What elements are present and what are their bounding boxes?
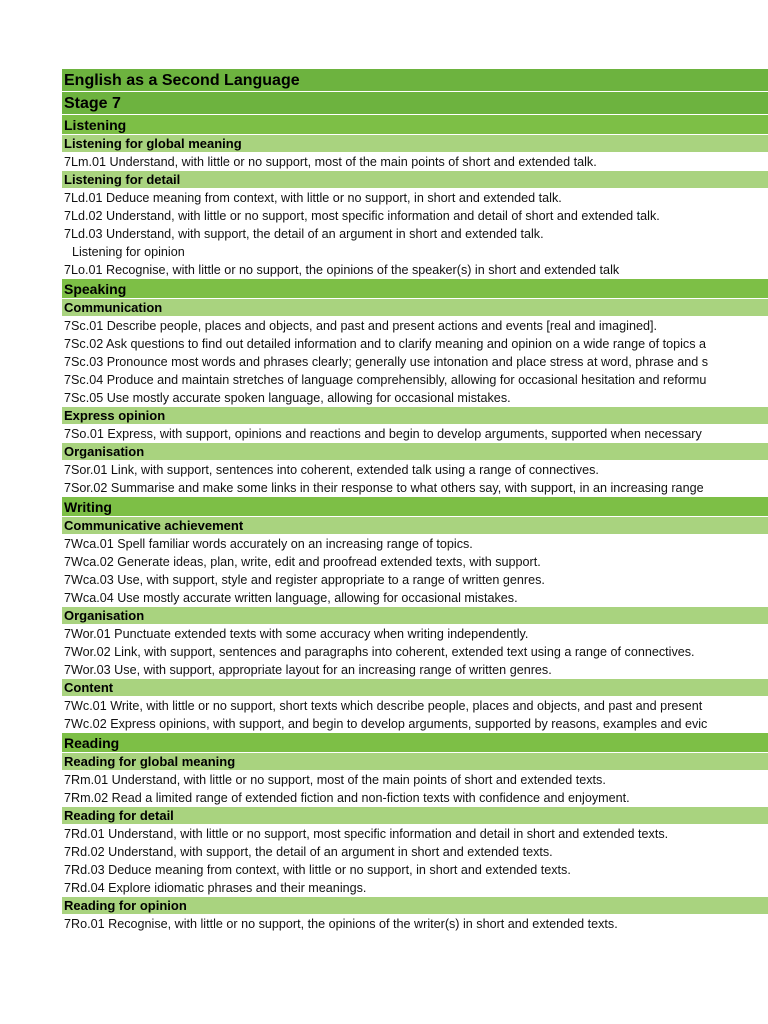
objective-row: 7Wc.01 Write, with little or no support, short texts which describe people, places and objects, and past and present [62, 697, 768, 715]
objective-row: 7Ld.01 Deduce meaning from context, with little or no support, in short and extended talk. [62, 189, 768, 207]
subsection-writing-content: Content [62, 679, 768, 697]
objective-row: 7Sc.04 Produce and maintain stretches of language comprehensibly, allowing for occasional hesitation and reformu [62, 371, 768, 389]
objective-row: 7Lm.01 Understand, with little or no support, most of the main points of short and extended talk. [62, 153, 768, 171]
objective-row: 7Wca.01 Spell familiar words accurately on an increasing range of topics. [62, 535, 768, 553]
section-writing: Writing [62, 497, 768, 517]
curriculum-sheet [62, 69, 768, 933]
document-title: English as a Second Language [62, 69, 768, 92]
objective-row: 7Wor.03 Use, with support, appropriate layout for an increasing range of written genres. [62, 661, 768, 679]
objective-row: 7Ld.03 Understand, with support, the detail of an argument in short and extended talk. [62, 225, 768, 243]
objective-row: 7Wca.04 Use mostly accurate written language, allowing for occasional mistakes. [62, 589, 768, 607]
objective-row: 7Sc.03 Pronounce most words and phrases clearly; generally use intonation and place stress at word, phrase and s [62, 353, 768, 371]
subsection-writing-communicative-achievement: Communicative achievement [62, 517, 768, 535]
section-reading: Reading [62, 733, 768, 753]
objective-row: 7Rm.02 Read a limited range of extended fiction and non-fiction texts with confidence and enjoyment. [62, 789, 768, 807]
subsection-writing-organisation: Organisation [62, 607, 768, 625]
objective-row: 7Wor.01 Punctuate extended texts with some accuracy when writing independently. [62, 625, 768, 643]
objective-row: 7Ld.02 Understand, with little or no support, most specific information and detail of short and extended talk. [62, 207, 768, 225]
objective-row: 7Rd.04 Explore idiomatic phrases and their meanings. [62, 879, 768, 897]
subsection-speaking-express-opinion: Express opinion [62, 407, 768, 425]
objective-row: 7So.01 Express, with support, opinions and reactions and begin to develop arguments, supported when necessary [62, 425, 768, 443]
objective-row: 7Ro.01 Recognise, with little or no support, the opinions of the writer(s) in short and extended texts. [62, 915, 768, 933]
subsection-speaking-organisation: Organisation [62, 443, 768, 461]
objective-row: 7Sor.01 Link, with support, sentences into coherent, extended talk using a range of connectives. [62, 461, 768, 479]
section-listening: Listening [62, 115, 768, 135]
stage-title: Stage 7 [62, 92, 768, 115]
subsection-reading-detail: Reading for detail [62, 807, 768, 825]
subsection-reading-global-meaning: Reading for global meaning [62, 753, 768, 771]
objective-row: 7Sor.02 Summarise and make some links in their response to what others say, with support, in an increasing range [62, 479, 768, 497]
objective-row: 7Sc.05 Use mostly accurate spoken language, allowing for occasional mistakes. [62, 389, 768, 407]
objective-row: 7Lo.01 Recognise, with little or no support, the opinions of the speaker(s) in short and extended talk [62, 261, 768, 279]
section-speaking: Speaking [62, 279, 768, 299]
subsection-speaking-communication: Communication [62, 299, 768, 317]
subsection-listening-global-meaning: Listening for global meaning [62, 135, 768, 153]
objective-row: 7Wca.02 Generate ideas, plan, write, edit and proofread extended texts, with support. [62, 553, 768, 571]
objective-row: 7Sc.02 Ask questions to find out detailed information and to clarify meaning and opinion on a wide range of topics a [62, 335, 768, 353]
objective-row: 7Rm.01 Understand, with little or no support, most of the main points of short and extended texts. [62, 771, 768, 789]
objective-row: 7Rd.01 Understand, with little or no support, most specific information and detail in short and extended texts. [62, 825, 768, 843]
subsection-listening-detail: Listening for detail [62, 171, 768, 189]
objective-row: 7Sc.01 Describe people, places and objects, and past and present actions and events [real and imagined]. [62, 317, 768, 335]
subsection-reading-opinion: Reading for opinion [62, 897, 768, 915]
objective-row: 7Rd.03 Deduce meaning from context, with little or no support, in short and extended texts. [62, 861, 768, 879]
objective-row: 7Wca.03 Use, with support, style and register appropriate to a range of written genres. [62, 571, 768, 589]
objective-row: 7Wor.02 Link, with support, sentences and paragraphs into coherent, extended text using a range of connectives. [62, 643, 768, 661]
objective-row: 7Wc.02 Express opinions, with support, and begin to develop arguments, supported by reasons, examples and evic [62, 715, 768, 733]
subsection-listening-opinion: Listening for opinion [62, 243, 768, 261]
objective-row: 7Rd.02 Understand, with support, the detail of an argument in short and extended texts. [62, 843, 768, 861]
